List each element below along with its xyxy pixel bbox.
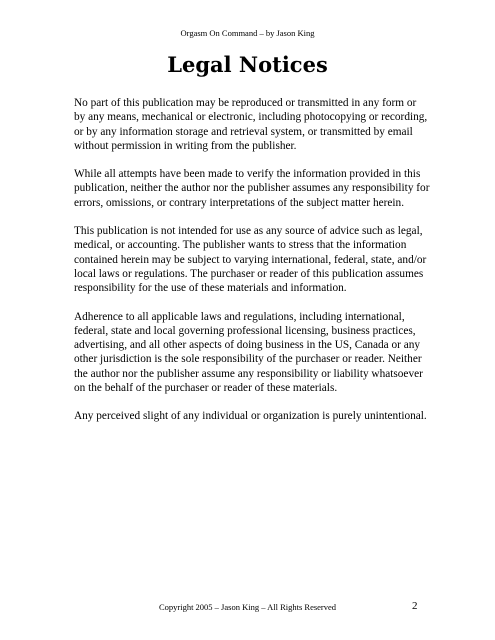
paragraph-reproduction: No part of this publication may be reproduced or transmitted in any form or by any means, mechanical or electronic, including photocopying or recording, or by any information storage and retrieval system, or transmitted by email without permission in writing from the publisher. [74,97,428,152]
paragraph-accuracy: While all attempts have been made to verify the information provided in this publication, neither the author nor the publisher assumes any responsibility for errors, omissions, or contrary interpretations of the subject matter herein. [74,168,430,209]
paragraph-slight: Any perceived slight of any individual or organization is purely unintentional. [74,410,427,423]
page-number: 2 [412,600,418,612]
paragraph-advice: This publication is not intended for use as any source of advice such as legal, medical, or accounting. The publisher wants to stress that the information contained herein may be subject to varying international, federal, state, and/or local laws or regulations. The purchaser or reader of this publication assumes responsibility for the use of these materials and information. [74,225,427,295]
page-title: Legal Notices [167,52,328,77]
running-header: Orgasm On Command – by Jason King [180,28,315,38]
paragraph-laws: Adherence to all applicable laws and regulations, including international, federal, state and local governing professional licensing, business practices, advertising, and all other aspects of doing business in the US, Canada or any other jurisdiction is the sole responsibility of the purchaser or reader. Neither the author nor the publisher assume any responsibility or liability whatsoever on the behalf of the purchaser or reader of these materials. [74,310,423,395]
legal-notice-body [74,96,430,438]
footer-copyright: Copyright 2005 – Jason King – All Rights Reserved [158,602,337,612]
